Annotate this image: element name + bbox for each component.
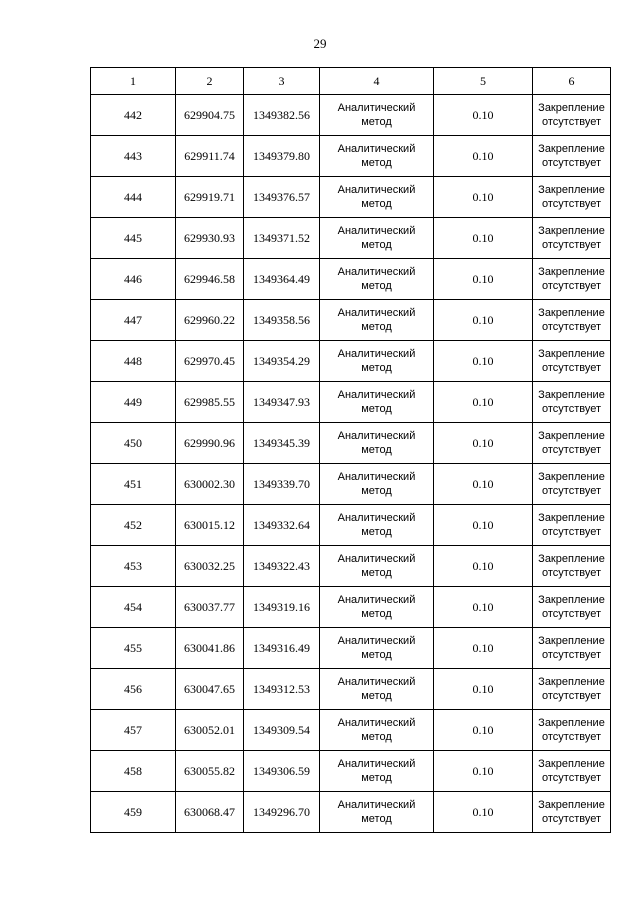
method-cell xyxy=(320,792,434,833)
point-number-cell: 455 xyxy=(91,628,176,669)
accuracy-cell: 0.10 xyxy=(434,464,533,505)
fixation-line-2: отсутствует xyxy=(541,198,601,210)
accuracy-cell: 0.10 xyxy=(434,259,533,300)
y-coordinate-cell: 1349347.93 xyxy=(244,382,320,423)
method-cell xyxy=(320,300,434,341)
point-number-cell: 459 xyxy=(91,792,176,833)
x-coordinate-cell: 630055.82 xyxy=(176,751,244,792)
x-coordinate-cell: 630041.86 xyxy=(176,628,244,669)
point-number-cell: 456 xyxy=(91,669,176,710)
table-row xyxy=(91,300,611,341)
x-coordinate-cell: 629919.71 xyxy=(176,177,244,218)
fixation-line-2: отсутствует xyxy=(541,280,601,292)
point-number-cell: 454 xyxy=(91,587,176,628)
fixation-line-2: отсутствует xyxy=(541,321,601,333)
fixation-line-1: Закрепление xyxy=(538,717,605,729)
x-coordinate-cell: 630037.77 xyxy=(176,587,244,628)
accuracy-cell: 0.10 xyxy=(434,95,533,136)
table-row xyxy=(91,505,611,546)
x-coordinate-cell: 629911.74 xyxy=(176,136,244,177)
fixation-cell xyxy=(533,587,611,628)
fixation-cell xyxy=(533,259,611,300)
method-line-2: метод xyxy=(361,444,392,456)
method-line-1: Аналитический xyxy=(337,143,416,155)
point-number-cell: 446 xyxy=(91,259,176,300)
method-line-2: метод xyxy=(361,321,392,333)
table-row xyxy=(91,628,611,669)
method-cell xyxy=(320,136,434,177)
table-row xyxy=(91,218,611,259)
header-row xyxy=(91,68,611,95)
fixation-cell xyxy=(533,792,611,833)
method-line-2: метод xyxy=(361,239,392,251)
fixation-cell xyxy=(533,382,611,423)
page-number: 29 xyxy=(313,36,327,51)
point-number-cell: 458 xyxy=(91,751,176,792)
method-line-1: Аналитический xyxy=(337,266,416,278)
y-coordinate-cell: 1349316.49 xyxy=(244,628,320,669)
table-row xyxy=(91,710,611,751)
method-line-1: Аналитический xyxy=(337,102,416,114)
method-line-1: Аналитический xyxy=(337,471,416,483)
fixation-cell xyxy=(533,464,611,505)
x-coordinate-cell: 629990.96 xyxy=(176,423,244,464)
accuracy-cell: 0.10 xyxy=(434,218,533,259)
method-cell xyxy=(320,628,434,669)
point-number-cell: 442 xyxy=(91,95,176,136)
method-line-1: Аналитический xyxy=(337,676,416,688)
accuracy-cell: 0.10 xyxy=(434,587,533,628)
y-coordinate-cell: 1349309.54 xyxy=(244,710,320,751)
fixation-line-1: Закрепление xyxy=(538,512,605,524)
method-line-2: метод xyxy=(361,116,392,128)
fixation-line-1: Закрепление xyxy=(538,553,605,565)
method-line-1: Аналитический xyxy=(337,553,416,565)
point-number-cell: 457 xyxy=(91,710,176,751)
fixation-cell xyxy=(533,95,611,136)
point-number-cell: 447 xyxy=(91,300,176,341)
fixation-line-1: Закрепление xyxy=(538,184,605,196)
y-coordinate-cell: 1349322.43 xyxy=(244,546,320,587)
fixation-line-1: Закрепление xyxy=(538,471,605,483)
method-line-1: Аналитический xyxy=(337,512,416,524)
fixation-line-1: Закрепление xyxy=(538,389,605,401)
table-row xyxy=(91,136,611,177)
method-cell xyxy=(320,669,434,710)
method-line-2: метод xyxy=(361,649,392,661)
method-line-1: Аналитический xyxy=(337,758,416,770)
x-coordinate-cell: 629930.93 xyxy=(176,218,244,259)
fixation-cell xyxy=(533,300,611,341)
method-line-1: Аналитический xyxy=(337,799,416,811)
method-line-2: метод xyxy=(361,608,392,620)
fixation-line-2: отсутствует xyxy=(541,731,601,743)
table-row xyxy=(91,464,611,505)
x-coordinate-cell: 630015.12 xyxy=(176,505,244,546)
fixation-cell xyxy=(533,628,611,669)
method-line-2: метод xyxy=(361,280,392,292)
accuracy-cell: 0.10 xyxy=(434,792,533,833)
y-coordinate-cell: 1349358.56 xyxy=(244,300,320,341)
method-cell xyxy=(320,423,434,464)
y-coordinate-cell: 1349332.64 xyxy=(244,505,320,546)
fixation-cell xyxy=(533,218,611,259)
method-line-2: метод xyxy=(361,813,392,825)
fixation-line-2: отсутствует xyxy=(541,772,601,784)
fixation-line-2: отсутствует xyxy=(541,608,601,620)
fixation-line-1: Закрепление xyxy=(538,143,605,155)
x-coordinate-cell: 630052.01 xyxy=(176,710,244,751)
y-coordinate-cell: 1349345.39 xyxy=(244,423,320,464)
fixation-line-1: Закрепление xyxy=(538,348,605,360)
method-line-1: Аналитический xyxy=(337,717,416,729)
method-cell xyxy=(320,95,434,136)
y-coordinate-cell: 1349339.70 xyxy=(244,464,320,505)
header-col-2: 2 xyxy=(176,68,244,95)
method-cell xyxy=(320,259,434,300)
point-number-cell: 451 xyxy=(91,464,176,505)
fixation-line-1: Закрепление xyxy=(538,430,605,442)
x-coordinate-cell: 629970.45 xyxy=(176,341,244,382)
method-line-1: Аналитический xyxy=(337,184,416,196)
method-cell xyxy=(320,546,434,587)
accuracy-cell: 0.10 xyxy=(434,505,533,546)
table-row xyxy=(91,669,611,710)
fixation-line-1: Закрепление xyxy=(538,307,605,319)
fixation-cell xyxy=(533,423,611,464)
method-line-2: метод xyxy=(361,567,392,579)
method-cell xyxy=(320,218,434,259)
fixation-line-1: Закрепление xyxy=(538,266,605,278)
header-col-3: 3 xyxy=(244,68,320,95)
fixation-line-1: Закрепление xyxy=(538,676,605,688)
table-row xyxy=(91,587,611,628)
method-line-2: метод xyxy=(361,772,392,784)
fixation-cell xyxy=(533,177,611,218)
method-cell xyxy=(320,177,434,218)
fixation-line-2: отсутствует xyxy=(541,239,601,251)
point-number-cell: 443 xyxy=(91,136,176,177)
method-line-2: метод xyxy=(361,198,392,210)
accuracy-cell: 0.10 xyxy=(434,546,533,587)
method-line-2: метод xyxy=(361,731,392,743)
method-line-1: Аналитический xyxy=(337,594,416,606)
fixation-cell xyxy=(533,505,611,546)
accuracy-cell: 0.10 xyxy=(434,136,533,177)
point-number-cell: 448 xyxy=(91,341,176,382)
method-cell xyxy=(320,751,434,792)
table-row xyxy=(91,423,611,464)
fixation-line-2: отсутствует xyxy=(541,444,601,456)
fixation-line-2: отсутствует xyxy=(541,690,601,702)
accuracy-cell: 0.10 xyxy=(434,710,533,751)
header-col-6: 6 xyxy=(533,68,611,95)
y-coordinate-cell: 1349364.49 xyxy=(244,259,320,300)
y-coordinate-cell: 1349312.53 xyxy=(244,669,320,710)
fixation-cell xyxy=(533,710,611,751)
table-row xyxy=(91,95,611,136)
accuracy-cell: 0.10 xyxy=(434,382,533,423)
accuracy-cell: 0.10 xyxy=(434,751,533,792)
point-number-cell: 453 xyxy=(91,546,176,587)
method-cell xyxy=(320,341,434,382)
y-coordinate-cell: 1349296.70 xyxy=(244,792,320,833)
method-cell xyxy=(320,587,434,628)
table-row xyxy=(91,259,611,300)
accuracy-cell: 0.10 xyxy=(434,628,533,669)
fixation-line-1: Закрепление xyxy=(538,225,605,237)
table-row xyxy=(91,177,611,218)
point-number-cell: 444 xyxy=(91,177,176,218)
table-row xyxy=(91,341,611,382)
method-cell xyxy=(320,382,434,423)
fixation-line-2: отсутствует xyxy=(541,157,601,169)
accuracy-cell: 0.10 xyxy=(434,423,533,464)
method-line-2: метод xyxy=(361,690,392,702)
x-coordinate-cell: 629946.58 xyxy=(176,259,244,300)
x-coordinate-cell: 629985.55 xyxy=(176,382,244,423)
method-line-1: Аналитический xyxy=(337,430,416,442)
fixation-line-2: отсутствует xyxy=(541,362,601,374)
fixation-cell xyxy=(533,669,611,710)
fixation-line-2: отсутствует xyxy=(541,567,601,579)
point-number-cell: 445 xyxy=(91,218,176,259)
method-line-1: Аналитический xyxy=(337,225,416,237)
y-coordinate-cell: 1349306.59 xyxy=(244,751,320,792)
x-coordinate-cell: 630002.30 xyxy=(176,464,244,505)
table-row xyxy=(91,382,611,423)
method-cell xyxy=(320,464,434,505)
header-col-1: 1 xyxy=(91,68,176,95)
point-number-cell: 450 xyxy=(91,423,176,464)
header-col-5: 5 xyxy=(434,68,533,95)
fixation-line-2: отсутствует xyxy=(541,403,601,415)
y-coordinate-cell: 1349379.80 xyxy=(244,136,320,177)
fixation-line-1: Закрепление xyxy=(538,594,605,606)
header-col-4: 4 xyxy=(320,68,434,95)
method-line-1: Аналитический xyxy=(337,635,416,647)
method-line-1: Аналитический xyxy=(337,307,416,319)
fixation-line-2: отсутствует xyxy=(541,485,601,497)
x-coordinate-cell: 630047.65 xyxy=(176,669,244,710)
x-coordinate-cell: 630032.25 xyxy=(176,546,244,587)
fixation-cell xyxy=(533,751,611,792)
fixation-line-1: Закрепление xyxy=(538,102,605,114)
fixation-line-1: Закрепление xyxy=(538,799,605,811)
fixation-line-2: отсутствует xyxy=(541,649,601,661)
accuracy-cell: 0.10 xyxy=(434,341,533,382)
x-coordinate-cell: 629960.22 xyxy=(176,300,244,341)
table-body xyxy=(91,95,611,833)
coordinates-table xyxy=(90,67,611,833)
point-number-cell: 452 xyxy=(91,505,176,546)
method-line-2: метод xyxy=(361,526,392,538)
fixation-line-2: отсутствует xyxy=(541,813,601,825)
x-coordinate-cell: 630068.47 xyxy=(176,792,244,833)
table-row xyxy=(91,751,611,792)
y-coordinate-cell: 1349354.29 xyxy=(244,341,320,382)
accuracy-cell: 0.10 xyxy=(434,300,533,341)
method-cell xyxy=(320,710,434,751)
x-coordinate-cell: 629904.75 xyxy=(176,95,244,136)
y-coordinate-cell: 1349371.52 xyxy=(244,218,320,259)
fixation-line-1: Закрепление xyxy=(538,635,605,647)
fixation-line-2: отсутствует xyxy=(541,526,601,538)
accuracy-cell: 0.10 xyxy=(434,177,533,218)
method-line-2: метод xyxy=(361,157,392,169)
fixation-line-2: отсутствует xyxy=(541,116,601,128)
fixation-cell xyxy=(533,341,611,382)
fixation-cell xyxy=(533,136,611,177)
y-coordinate-cell: 1349382.56 xyxy=(244,95,320,136)
method-line-1: Аналитический xyxy=(337,389,416,401)
method-cell xyxy=(320,505,434,546)
method-line-2: метод xyxy=(361,485,392,497)
method-line-2: метод xyxy=(361,403,392,415)
y-coordinate-cell: 1349319.16 xyxy=(244,587,320,628)
accuracy-cell: 0.10 xyxy=(434,669,533,710)
fixation-cell xyxy=(533,546,611,587)
table-row xyxy=(91,792,611,833)
table-row xyxy=(91,546,611,587)
fixation-line-1: Закрепление xyxy=(538,758,605,770)
point-number-cell: 449 xyxy=(91,382,176,423)
y-coordinate-cell: 1349376.57 xyxy=(244,177,320,218)
method-line-2: метод xyxy=(361,362,392,374)
method-line-1: Аналитический xyxy=(337,348,416,360)
